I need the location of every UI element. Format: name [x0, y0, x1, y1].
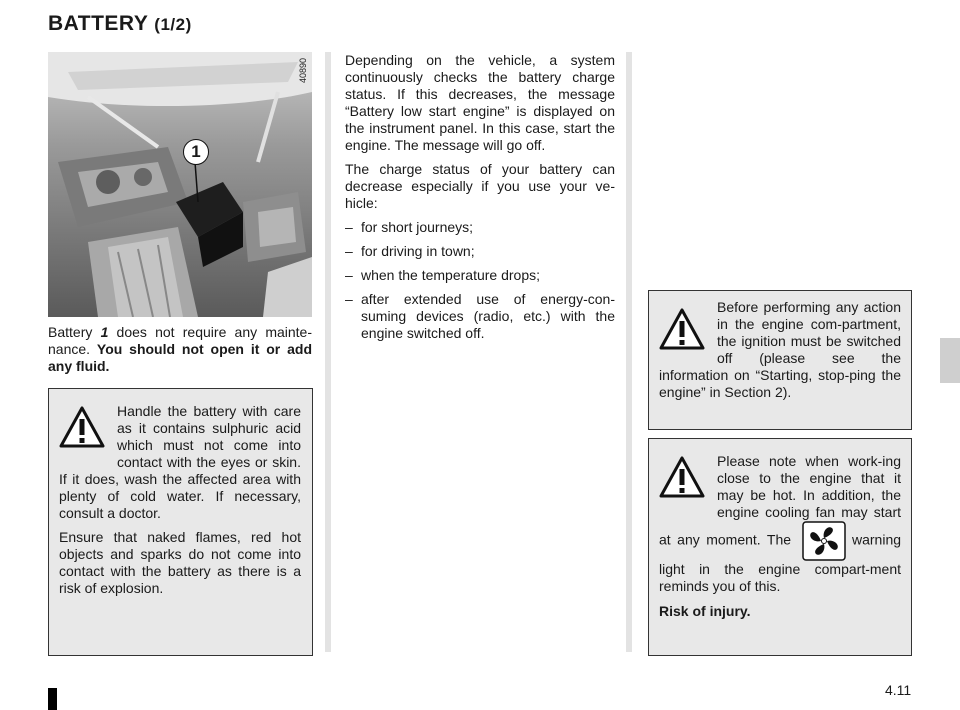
photo-reference-code: 40890 [298, 58, 308, 84]
section-tab [940, 338, 960, 383]
title-subtitle: (1/2) [154, 15, 192, 34]
cooling-fan-icon [802, 521, 846, 561]
list-item: – after extended use of energy-con-suming devices (radio, etc.) with the engine switched off. [345, 291, 615, 342]
intro-bold-text: You should not open it or add any fluid. [48, 341, 312, 374]
charge-status-p1: Depending on the vehicle, a system continuously checks the battery charge status. If this decreases, the message “Battery low start engine” is displayed on the instrument panel. In this case, start the engine. The message will go off. [345, 52, 615, 153]
list-item: – for driving in town; [345, 243, 615, 260]
column-divider [325, 52, 331, 652]
title-text: BATTERY [48, 12, 148, 35]
warning-box-battery-care [48, 388, 313, 656]
charge-status-p2: The charge status of your battery can decrease especially if you use your ve-hicle: [345, 161, 615, 211]
engine-bay-illustration [48, 52, 312, 317]
battery-intro [48, 324, 312, 375]
warning-battery-p1: Handle the battery with care as it contains sulphuric acid which must not come into contact with the eyes or skin. If it does, wash the affected area with plenty of cold water. If necessary, consult a doctor. [59, 403, 301, 521]
intro-text-1: Battery [48, 324, 101, 340]
warning-ignition-p1: Before performing any action in the engine com-partment, the ignition must be switched off (please see the information on “Starting, stop-ping the engine” in Section 2). [659, 299, 901, 400]
warning-ignition-text [659, 299, 901, 401]
intro-number: 1 [100, 324, 109, 340]
charge-status-section [345, 52, 615, 342]
warning-battery-text [59, 403, 301, 597]
warning-box-hot-engine [648, 438, 912, 656]
column-divider [626, 52, 632, 652]
list-item: – when the temperature drops; [345, 267, 615, 284]
engine-bay-photo [48, 52, 312, 317]
list-item: – for short journeys; [345, 219, 615, 236]
intro-text-2: does not require any mainte-nance. [48, 324, 312, 357]
risk-of-injury-text: Risk of injury. [659, 603, 751, 619]
warning-battery-p2: Ensure that naked flames, red hot objects and sparks do not come into contact with the battery as there is a risk of explosion. [59, 529, 301, 596]
warning-hot-engine-p1b: warning light in the engine compart-ment reminds you of this. [659, 531, 902, 594]
warning-hot-engine-text [659, 453, 901, 620]
warning-hot-engine-p1a: Please note when work-ing close to the engine that it may be hot. In addition, the engine cooling fan may start at any moment. The [659, 453, 901, 548]
page-title [48, 12, 192, 36]
callout-marker: 1 [183, 139, 209, 165]
page-number: 4.11 [885, 682, 912, 698]
warning-box-ignition-off [648, 290, 912, 430]
footer-mark [48, 688, 57, 710]
